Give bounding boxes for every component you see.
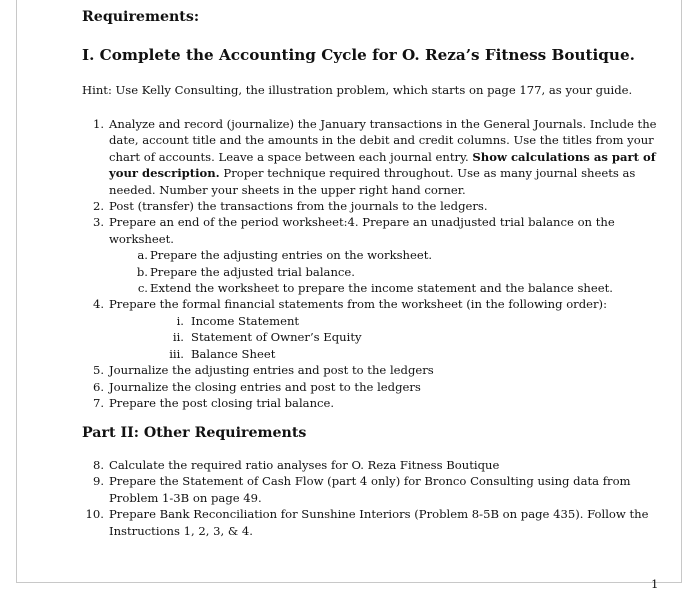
list-item-4iii <box>0 346 669 362</box>
item-text: Prepare the formal financial statements from the worksheet (in the following order): <box>109 297 607 312</box>
item-number: 3. <box>92 215 104 230</box>
hint-text: Hint: Use Kelly Consulting, the illustration problem, which starts on page 177, as your guide. <box>82 83 633 97</box>
item-text: Prepare the adjusting entries on the worksheet. <box>150 248 433 263</box>
item-text: Prepare the adjusted trial balance. <box>150 264 355 279</box>
list-item-3b <box>0 264 669 280</box>
list-item-10 <box>0 506 669 539</box>
list-item-3c <box>0 280 669 296</box>
item-number: 1. <box>92 117 104 131</box>
item-text: Balance Sheet <box>191 346 276 361</box>
item-number: iii. <box>169 346 184 361</box>
list-item-4ii <box>0 329 669 345</box>
item-text: Journalize the closing entries and post to the ledgers <box>109 379 421 394</box>
list-item-9 <box>0 473 669 506</box>
item-number: 7. <box>92 395 104 410</box>
item-number: 5. <box>92 363 104 378</box>
part1-heading: I. Complete the Accounting Cycle for O. Reza’s Fitness Boutique. <box>82 46 635 64</box>
list-item-3a <box>0 247 669 263</box>
part2-heading: Part II: Other Requirements <box>82 425 307 441</box>
item-text: Income Statement <box>191 313 300 328</box>
item-number: a. <box>137 248 148 263</box>
item-text: Extend the worksheet to prepare the income statement and the balance sheet. <box>150 281 613 296</box>
item-number: b. <box>136 264 148 279</box>
list-item-7 <box>0 395 669 411</box>
list-item-3 <box>0 214 669 247</box>
item-text: Prepare the post closing trial balance. <box>109 395 335 410</box>
part2-list <box>0 457 669 539</box>
item-text-before: Analyze and record (journalize) the January transactions in the General Journals. Include the date, account title and the amounts in the debit and credit columns. Use the titles from your chart of accounts. Leave a space between each journal entry. <box>109 117 657 164</box>
list-item-4 <box>0 296 669 312</box>
item-text: Prepare an end of the period worksheet:4. Prepare an unadjusted trial balance on the worksheet. <box>109 215 615 246</box>
item-text <box>109 116 669 198</box>
item-number: 10. <box>85 507 104 522</box>
item-number: ii. <box>172 330 184 345</box>
item-bold-text: Show calculations as part of your description. <box>109 149 656 181</box>
item-number: 9. <box>92 474 104 489</box>
item-text-after: Proper technique required throughout. Use as many journal sheets as needed. Number your sheets in the upper right hand corner. <box>109 166 636 197</box>
list-item-6 <box>0 379 669 395</box>
list-item-1 <box>0 116 669 198</box>
item-number: c. <box>137 281 148 296</box>
item-text: Journalize the adjusting entries and post to the ledgers <box>109 363 434 378</box>
item-number: 6. <box>92 379 104 394</box>
list-item-5 <box>0 362 669 378</box>
item-text: Calculate the required ratio analyses for O. Reza Fitness Boutique <box>109 458 500 472</box>
item-number: i. <box>176 313 184 328</box>
list-item-8 <box>0 457 669 473</box>
item-text: Prepare Bank Reconciliation for Sunshine Interiors (Problem 8-5B on page 435). Follow the Instructions 1, 2, 3, & 4. <box>109 507 649 538</box>
item-number: 2. <box>92 199 104 214</box>
page-number: 1 <box>651 577 659 591</box>
list-item-2 <box>0 198 669 214</box>
item-number: 4. <box>92 297 104 312</box>
item-text: Statement of Owner’s Equity <box>191 330 362 345</box>
item-text: Post (transfer) the transactions from the journals to the ledgers. <box>109 199 488 214</box>
list-item-4i <box>0 313 669 329</box>
item-number: 8. <box>92 458 104 472</box>
requirements-title: Requirements: <box>82 9 200 25</box>
item-text: Prepare the Statement of Cash Flow (part 4 only) for Bronco Consulting using data from Problem 1-3B on page 49. <box>109 474 631 505</box>
part1-list <box>0 116 669 411</box>
